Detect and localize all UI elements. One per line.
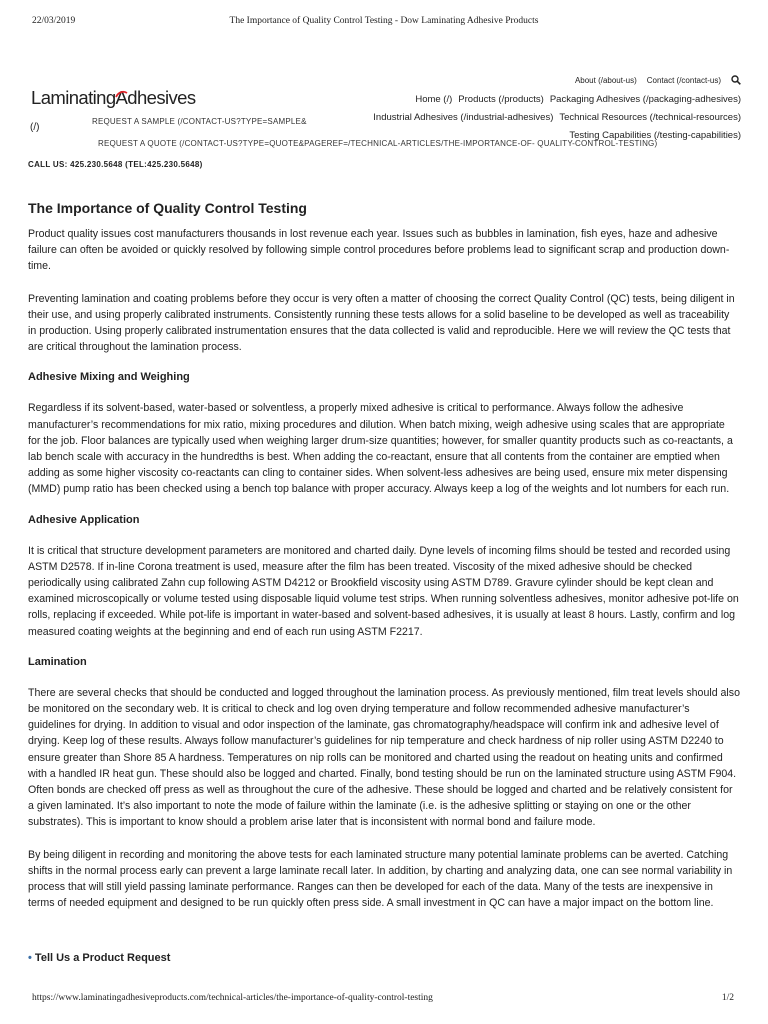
article-title: The Importance of Quality Control Testing (28, 200, 307, 216)
request-sample-text: REQUEST A SAMPLE (/CONTACT-US?TYPE=SAMPLE& (92, 117, 307, 126)
logo-swoosh-icon (115, 90, 128, 99)
section-text-application: It is critical that structure development parameters are monitored and charted daily. Dyne levels of incoming films should be tested and recorded using ASTM D2578. If in-line Corona treatment is used, measure after the film has been treated. Viscosity of the mixed adhesive should be checked periodically using calibrated Zahn cup following ASTM D4212 or Brookfield viscosity using ASTM D789. Gravure cylinder should be kept clean and examined microscopically or volume tested using disposable liquid volume test strips. When running solventless adhesives, monitor adhesive pot-life on rolls, replacing if exceeded. While pot-life is important in water-based and solvent-based adhesives, it is usually at least 8 hours. Lastly, confirm and log measured coating weights at the beginning and end of each run using ASTM F2217. (28, 544, 739, 638)
request-quote-link[interactable] (98, 139, 657, 148)
intro-paragraph-2: Preventing lamination and coating problems before they occur is very often a matter of choosing the correct Quality Control (QC) tests, being diligent in their use, and using properly calibrated instruments. Consistently running these tests allows for a solid baseline to be developed as well as traceability in production. Using properly calibrated instrumentation ensures that the data collected is valid and reproducible. Here we will review the QC tests that are critical throughout the lamination process. (28, 292, 735, 354)
section-heading-mixing: Adhesive Mixing and Weighing (28, 371, 190, 384)
print-page-title: The Importance of Quality Control Testing - Dow Laminating Adhesive Products (229, 16, 539, 26)
nav-home[interactable]: Home (/) (415, 94, 453, 105)
cutoff-heading (28, 952, 248, 964)
search-icon[interactable] (731, 75, 741, 85)
nav-technical-resources[interactable]: Technical Resources (/technical-resources) (559, 112, 741, 123)
nav-packaging-adhesives[interactable]: Packaging Adhesives (/packaging-adhesives) (549, 94, 741, 105)
print-page-number: 1/2 (721, 993, 734, 1003)
article-body (28, 200, 740, 928)
nav-about[interactable]: About (/about-us) (574, 75, 637, 85)
site-logo[interactable] (31, 87, 195, 109)
cutoff-heading-text: Tell Us a Product Request (34, 952, 171, 964)
request-sample-link[interactable] (92, 117, 307, 126)
request-quote-text: REQUEST A QUOTE (/CONTACT-US?TYPE=QUOTE&PAGEREF=/TECHNICAL-ARTICLES/THE-IMPORTANCE-OF- (98, 139, 535, 148)
section-heading-application: Adhesive Application (28, 513, 140, 526)
logo-text-laminating: Laminating (31, 87, 116, 108)
conclusion-paragraph: By being diligent in recording and monitoring the above tests for each laminated structure many potential laminate problems can be averted. Catching shifts in the normal process early can prevent a large laminate recall later. In addition, by charting and analyzing data, one can see normal variability in process that will still yield passing laminate performance. Ranges can then be developed for each of the data. Many of the tests are inexpensive in terms of needed equipment and designed to be run quickly often press side. A small investment in QC can have a major impact on the bottom line. (28, 848, 733, 910)
logo-text-adhesives: Adhesives (115, 87, 196, 108)
home-link[interactable]: (/) (30, 122, 40, 133)
section-text-mixing: Regardless if its solvent-based, water-based or solventless, a properly mixed adhesive is critical to performance. Always follow the adhesive manufacturer’s recommendations for mix ratio, mixing procedures and dilution. When batch mixing, weigh adhesive using scales that are appropriate for the job. Floor balances are typically used when weighing larger drum-size quantities; however, for smaller quantity products such as co-reactants, a lab bench scale with accuracy in the hundredths is best. When adding the co-reactant, ensure that all contents from the container are emptied when adding as some higher viscosity co-reactants can cling to container sides. When solvent-less adhesives are being used, ensure mix meter dispensing (MMD) pump ratio has been checked using a bench top balance with proper accuracy. Always keep a log of the weights and lot numbers for each run. (28, 402, 733, 496)
nav-testing-capabilities[interactable]: Testing Capabilities (/testing-capabilities) (569, 130, 741, 141)
print-date: 22/03/2019 (32, 16, 76, 26)
intro-paragraph-1: Product quality issues cost manufacturers thousands in lost revenue each year. Issues such as bubbles in lamination, fish eyes, haze and adhesive failure can often be avoided or quickly resolved by following simple control procedures before problems lead to significant scrap and production down-time. (28, 228, 730, 273)
utility-nav (575, 75, 741, 85)
nav-industrial-adhesives[interactable]: Industrial Adhesives (/industrial-adhesives) (373, 112, 554, 123)
nav-products[interactable]: Products (/products) (458, 94, 544, 105)
section-heading-lamination: Lamination (28, 655, 87, 668)
print-url: https://www.laminatingadhesiveproducts.com/technical-articles/the-importance-of-quality-control-testing (32, 993, 433, 1003)
bullet-icon: • (28, 952, 32, 964)
section-text-lamination: There are several checks that should be conducted and logged throughout the lamination process. As previously mentioned, film treat levels should also be monitored on the secondary web. It is critical to check and log oven drying temperature and follow recommended adhesive manufacturer’s guidelines for drying. In addition to visual and odor inspection of the laminate, gas chromatography/headspace will confirm ink and adhesive level of drying. Keep log of these results. Always follow manufacturer’s guidelines for nip temperature and check hardness of nip roller using ASTM D2240 to ensure greater than Shore 85 A hardness. Temperatures on nip rolls can be monitored and charted using the readout on heating units and confirmed with a handled IR heat gun. These should also be logged and charted. Finally, bond testing should be run on the laminated structure using ASTM F904. Often bonds are checked off press as well as throughout the cure of the adhesive. These should be logged and charted and be relatively consistent for a given laminated. It’s also important to note the mode of failure within the laminate (i.e. is the adhesive splitting or staying on one or the other substrates). This is important to know should a problem arise later that is inconsistent with normal bond and failure mode. (28, 686, 740, 829)
nav-contact[interactable]: Contact (/contact-us) (646, 75, 721, 85)
main-nav-row-2 (373, 112, 741, 123)
call-us-link[interactable]: CALL US: 425.230.5648 (TEL:425.230.5648) (28, 160, 203, 169)
main-nav-row-1 (415, 94, 741, 105)
logo-accent (116, 87, 196, 108)
request-quote-tail: QUALITY-CONTROL-TESTING) (537, 139, 658, 148)
